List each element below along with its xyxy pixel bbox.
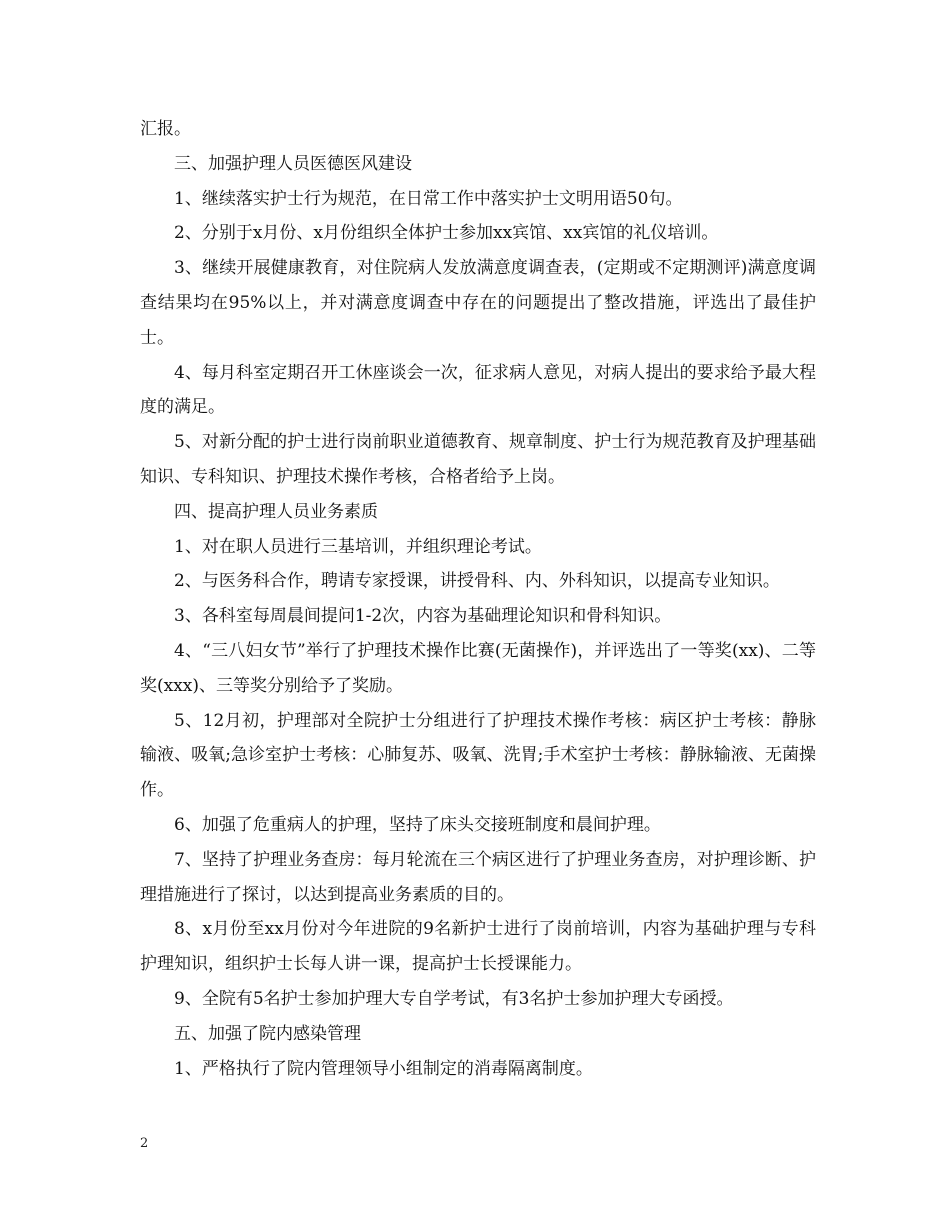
- paragraph: 4、“三八妇女节”举行了护理技术操作比赛(无菌操作)，并评选出了一等奖(xx)、二等奖(xxx)、三等奖分别给予了奖励。: [140, 640, 816, 696]
- paragraph: 4、每月科室定期召开工休座谈会一次，征求病人意见，对病人提出的要求给予最大程度的满足。: [140, 362, 816, 418]
- section-heading: 五、加强了院内感染管理: [174, 1023, 361, 1044]
- paragraph: 1、对在职人员进行三基培训，并组织理论考试。: [174, 536, 542, 557]
- paragraph: 2、与医务科合作，聘请专家授课，讲授骨科、内、外科知识，以提高专业知识。: [174, 571, 780, 592]
- paragraph: 8、x月份至xx月份对今年进院的9名新护士进行了岗前培训，内容为基础护理与专科护理知识，组织护士长每人讲一课，提高护士长授课能力。: [140, 919, 816, 975]
- paragraph: 汇报。: [140, 119, 191, 139]
- paragraph: 7、坚持了护理业务查房：每月轮流在三个病区进行了护理业务查房，对护理诊断、护理措施进行了探讨，以达到提高业务素质的目的。: [140, 849, 816, 905]
- paragraph: 6、加强了危重病人的护理，坚持了床头交接班制度和晨间护理。: [174, 814, 661, 835]
- paragraph: 1、继续落实护士行为规范，在日常工作中落实护士文明用语50句。: [174, 188, 683, 209]
- document-body: [140, 112, 816, 1086]
- paragraph: 3、各科室每周晨间提问1-2次，内容为基础理论知识和骨科知识。: [174, 606, 672, 627]
- paragraph: 2、分别于x月份、x月份组织全体护士参加xx宾馆、xx宾馆的礼仪培训。: [174, 223, 719, 244]
- section-heading: 四、提高护理人员业务素质: [174, 501, 378, 522]
- paragraph: 3、继续开展健康教育，对住院病人发放满意度调查表，(定期或不定期测评)满意度调查结果均在95%以上，并对满意度调查中存在的问题提出了整改措施，评选出了最佳护士。: [140, 258, 816, 348]
- section-heading: 三、加强护理人员医德医风建设: [174, 153, 412, 174]
- paragraph: 5、12月初，护理部对全院护士分组进行了护理技术操作考核：病区护士考核：静脉输液、吸氧;急诊室护士考核：心肺复苏、吸氧、洗胃;手术室护士考核：静脉输液、无菌操作。: [140, 710, 816, 801]
- paragraph: 1、严格执行了院内管理领导小组制定的消毒隔离制度。: [174, 1058, 593, 1079]
- paragraph: 5、对新分配的护士进行岗前职业道德教育、规章制度、护士行为规范教育及护理基础知识、专科知识、护理技术操作考核，合格者给予上岗。: [140, 432, 816, 487]
- page-number: 2: [140, 1136, 149, 1151]
- paragraph: 9、全院有5名护士参加护理大专自学考试，有3名护士参加护理大专函授。: [174, 988, 734, 1009]
